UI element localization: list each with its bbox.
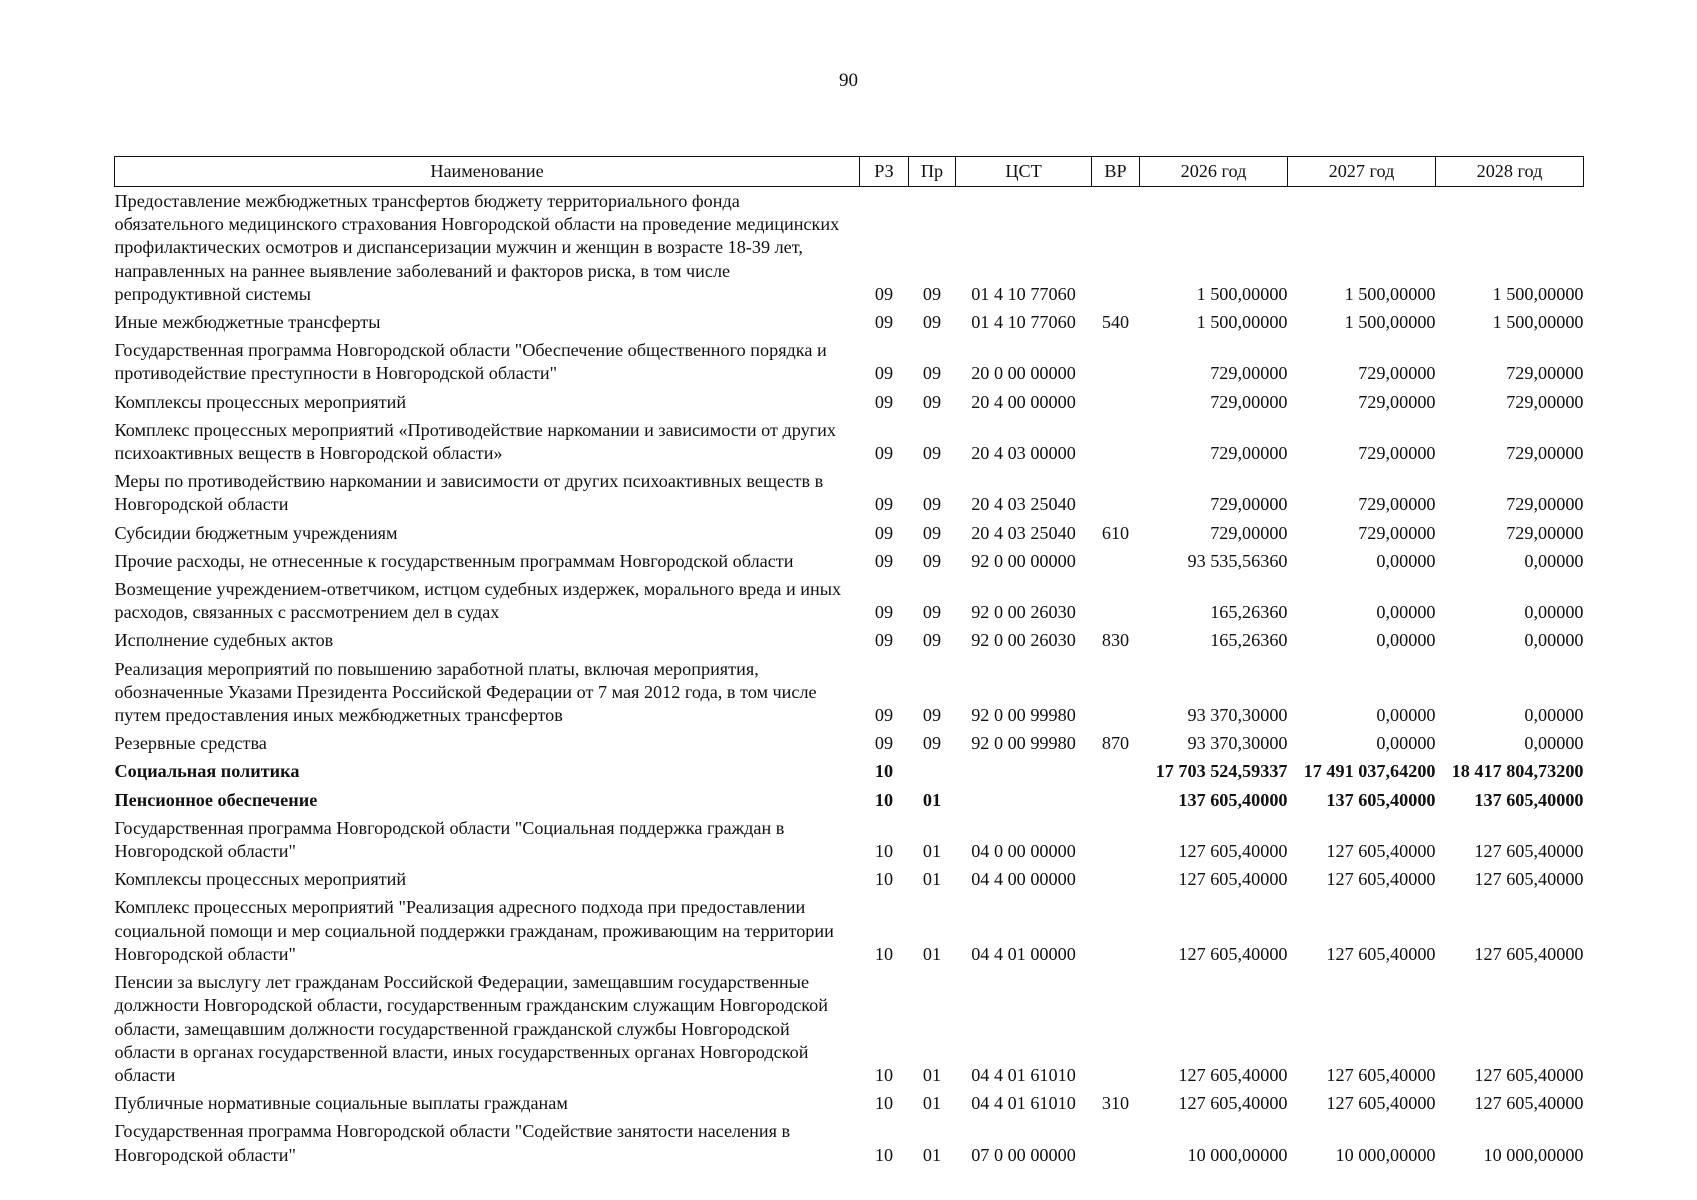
table-row xyxy=(115,896,1584,971)
row-2028: 729,00000 xyxy=(1506,391,1584,412)
row-2028: 127 605,40000 xyxy=(1474,869,1584,890)
row-2028: 0,00000 xyxy=(1524,630,1584,651)
header-pr: Пр xyxy=(909,157,956,187)
row-rz: 09 xyxy=(874,733,894,754)
row-cst xyxy=(956,760,1092,788)
row-2026: 93 535,56360 xyxy=(1187,550,1288,571)
row-rz: 09 xyxy=(874,705,894,726)
row-cst: 92 0 00 00000 xyxy=(971,550,1076,571)
row-2026: 93 370,30000 xyxy=(1187,705,1288,726)
row-name: Пенсии за выслугу лет гражданам Российской Федерации, замещавшим государственные должности Новгородской области, государственным гражданским служащим Новгородской области, замещавшим должности государственной гражданской службы Новгородской области в органах государственной власти, иных государственных органах Новгородской области xyxy=(114,972,829,1085)
table-row xyxy=(115,311,1584,339)
row-2028: 0,00000 xyxy=(1524,733,1584,754)
row-2026: 127 605,40000 xyxy=(1178,841,1288,862)
row-name: Субсидии бюджетным учреждениям xyxy=(114,522,398,543)
row-name: Комплексы процессных мероприятий xyxy=(114,391,407,412)
row-2027: 729,00000 xyxy=(1358,363,1436,384)
row-vr xyxy=(1092,658,1140,733)
row-rz: 09 xyxy=(874,630,894,651)
row-cst: 04 4 00 00000 xyxy=(971,869,1076,890)
row-2027: 127 605,40000 xyxy=(1326,1093,1436,1114)
row-vr xyxy=(1092,578,1140,629)
row-2026: 1 500,00000 xyxy=(1196,312,1288,333)
row-pr: 01 xyxy=(922,1144,942,1165)
row-2027: 127 605,40000 xyxy=(1326,1064,1436,1085)
row-cst: 92 0 00 99980 xyxy=(971,705,1076,726)
row-vr xyxy=(1092,760,1140,788)
row-cst: 04 4 01 61010 xyxy=(971,1064,1076,1085)
row-2026: 127 605,40000 xyxy=(1178,943,1288,964)
header-2026: 2026 год xyxy=(1140,157,1288,187)
row-2027: 729,00000 xyxy=(1358,443,1436,464)
row-rz: 09 xyxy=(874,522,894,543)
row-2028: 1 500,00000 xyxy=(1492,283,1584,304)
row-vr: 830 xyxy=(1101,630,1130,651)
table-row xyxy=(115,817,1584,868)
row-2027: 0,00000 xyxy=(1376,733,1436,754)
table-row xyxy=(115,578,1584,629)
header-vr: ВР xyxy=(1092,157,1140,187)
row-2028: 10 000,00000 xyxy=(1483,1144,1584,1165)
table-body xyxy=(115,187,1584,1172)
header-2028: 2028 год xyxy=(1436,157,1584,187)
row-name: Комплекс процессных мероприятий "Реализация адресного подхода при предоставлении социальной помощи и мер социальной поддержки гражданам, проживающим на территории Новгородской области" xyxy=(114,897,834,964)
row-pr xyxy=(909,760,956,788)
table-row xyxy=(115,522,1584,550)
row-pr: 09 xyxy=(922,363,942,384)
row-name: Прочие расходы, не отнесенные к государственным программам Новгородской области xyxy=(114,550,794,571)
row-pr: 09 xyxy=(922,602,942,623)
row-2026: 137 605,40000 xyxy=(1178,789,1288,810)
row-vr xyxy=(1092,896,1140,971)
row-rz: 09 xyxy=(874,283,894,304)
row-name: Пенсионное обеспечение xyxy=(114,789,318,810)
row-cst: 20 4 03 25040 xyxy=(971,522,1076,543)
row-2028: 0,00000 xyxy=(1524,550,1584,571)
row-vr xyxy=(1092,550,1140,578)
row-pr: 09 xyxy=(922,391,942,412)
header-name: Наименование xyxy=(115,157,860,187)
row-2026: 127 605,40000 xyxy=(1178,869,1288,890)
row-cst: 04 0 00 00000 xyxy=(971,841,1076,862)
row-rz: 10 xyxy=(874,841,894,862)
row-cst: 92 0 00 26030 xyxy=(971,602,1076,623)
row-vr xyxy=(1092,789,1140,817)
row-2028: 0,00000 xyxy=(1524,705,1584,726)
row-2026: 165,26360 xyxy=(1210,630,1288,651)
row-2028: 729,00000 xyxy=(1506,443,1584,464)
row-2027: 1 500,00000 xyxy=(1344,283,1436,304)
row-2026: 729,00000 xyxy=(1210,363,1288,384)
row-2027: 0,00000 xyxy=(1376,630,1436,651)
table-row xyxy=(115,732,1584,760)
row-2027: 0,00000 xyxy=(1376,550,1436,571)
row-2028: 127 605,40000 xyxy=(1474,1093,1584,1114)
row-2027: 127 605,40000 xyxy=(1326,869,1436,890)
row-2026: 10 000,00000 xyxy=(1187,1144,1288,1165)
header-rz: РЗ xyxy=(860,157,909,187)
row-2028: 127 605,40000 xyxy=(1474,1064,1584,1085)
row-name: Реализация мероприятий по повышению заработной платы, включая мероприятия, обозначенные Указами Президента Российской Федерации от 7 мая 2012 года, в том числе путем предоставления иных межбюджетных трансфертов xyxy=(114,658,817,726)
row-pr: 01 xyxy=(922,869,942,890)
table-row xyxy=(115,971,1584,1092)
row-pr: 09 xyxy=(922,494,942,515)
row-name: Предоставление межбюджетных трансфертов бюджету территориального фонда обязательного медицинского страхования Новгородской области на проведение медицинских профилактических осмотров и диспансеризации мужчин и женщин в возрасте 18-39 лет, направленных на раннее выявление заболеваний и факторов риска, в том числе репродуктивной системы xyxy=(114,191,840,304)
row-pr: 09 xyxy=(922,550,942,571)
row-2026: 93 370,30000 xyxy=(1187,733,1288,754)
row-vr xyxy=(1092,971,1140,1092)
row-pr: 01 xyxy=(922,1064,942,1085)
row-vr xyxy=(1092,868,1140,896)
row-2028: 729,00000 xyxy=(1506,522,1584,543)
row-2027: 127 605,40000 xyxy=(1326,943,1436,964)
row-pr: 09 xyxy=(922,443,942,464)
row-rz: 09 xyxy=(874,312,894,333)
row-rz: 10 xyxy=(874,1093,894,1114)
row-vr xyxy=(1092,391,1140,419)
row-2026: 1 500,00000 xyxy=(1196,283,1288,304)
row-name: Государственная программа Новгородской области "Социальная поддержка граждан в Новгородской области" xyxy=(114,817,785,862)
row-rz: 09 xyxy=(874,494,894,515)
row-cst: 92 0 00 26030 xyxy=(971,630,1076,651)
row-2028: 729,00000 xyxy=(1506,363,1584,384)
row-2028: 137 605,40000 xyxy=(1474,789,1584,810)
row-2026: 729,00000 xyxy=(1210,494,1288,515)
row-2027: 127 605,40000 xyxy=(1326,841,1436,862)
table-row xyxy=(115,391,1584,419)
row-cst: 20 4 03 00000 xyxy=(971,443,1076,464)
row-name: Резервные средства xyxy=(114,733,267,754)
table-row xyxy=(115,339,1584,390)
table-row xyxy=(115,868,1584,896)
row-2026: 729,00000 xyxy=(1210,391,1288,412)
row-2027: 0,00000 xyxy=(1376,602,1436,623)
row-rz: 09 xyxy=(874,602,894,623)
table-row xyxy=(115,629,1584,657)
table-row xyxy=(115,187,1584,312)
row-2027: 729,00000 xyxy=(1358,391,1436,412)
row-2028: 127 605,40000 xyxy=(1474,943,1584,964)
row-2027: 729,00000 xyxy=(1358,522,1436,543)
row-vr xyxy=(1092,187,1140,312)
row-2028: 729,00000 xyxy=(1506,494,1584,515)
row-2027: 1 500,00000 xyxy=(1344,312,1436,333)
row-rz: 09 xyxy=(874,391,894,412)
row-vr: 610 xyxy=(1101,522,1130,543)
row-name: Меры по противодействию наркомании и зависимости от других психоактивных веществ в Новгородской области xyxy=(114,471,824,515)
row-pr: 01 xyxy=(922,943,942,964)
row-2026: 729,00000 xyxy=(1210,443,1288,464)
row-name: Иные межбюджетные трансферты xyxy=(114,312,381,333)
row-name: Комплекс процессных мероприятий «Противодействие наркомании и зависимости от других психоактивных веществ в Новгородской области» xyxy=(114,419,836,464)
row-cst: 01 4 10 77060 xyxy=(971,312,1076,333)
row-2026: 17 703 524,59337 xyxy=(1155,761,1288,782)
row-2028: 1 500,00000 xyxy=(1492,312,1584,333)
row-2027: 729,00000 xyxy=(1358,494,1436,515)
table-row xyxy=(115,550,1584,578)
row-2026: 127 605,40000 xyxy=(1178,1064,1288,1085)
row-cst: 01 4 10 77060 xyxy=(971,283,1076,304)
row-rz: 10 xyxy=(874,789,894,810)
row-cst: 04 4 01 61010 xyxy=(971,1093,1076,1114)
table-row xyxy=(115,1092,1584,1120)
row-2028: 127 605,40000 xyxy=(1474,841,1584,862)
row-pr: 09 xyxy=(922,522,942,543)
row-cst: 07 0 00 00000 xyxy=(971,1144,1076,1165)
table-row xyxy=(115,658,1584,733)
row-2026: 127 605,40000 xyxy=(1178,1093,1288,1114)
row-cst: 04 4 01 00000 xyxy=(971,943,1076,964)
row-cst: 20 4 00 00000 xyxy=(971,391,1076,412)
page-number: 90 xyxy=(839,70,858,91)
row-name: Исполнение судебных актов xyxy=(114,630,334,651)
budget-table xyxy=(114,156,1584,1172)
row-rz: 09 xyxy=(874,550,894,571)
row-name: Государственная программа Новгородской области "Содействие занятости населения в Новгородской области" xyxy=(114,1121,791,1165)
row-rz: 10 xyxy=(874,869,894,890)
row-pr: 09 xyxy=(922,283,942,304)
row-2027: 0,00000 xyxy=(1376,705,1436,726)
row-2028: 18 417 804,73200 xyxy=(1451,761,1584,782)
table-row xyxy=(115,419,1584,470)
row-pr: 01 xyxy=(922,1093,942,1114)
row-pr: 01 xyxy=(922,789,942,810)
row-name: Публичные нормативные социальные выплаты гражданам xyxy=(114,1093,568,1114)
table-row xyxy=(115,760,1584,788)
row-vr xyxy=(1092,419,1140,470)
row-cst xyxy=(956,789,1092,817)
row-rz: 10 xyxy=(874,943,894,964)
row-cst: 20 4 03 25040 xyxy=(971,494,1076,515)
table-row xyxy=(115,789,1584,817)
header-cst: ЦСТ xyxy=(956,157,1092,187)
row-2027: 17 491 037,64200 xyxy=(1303,761,1436,782)
row-vr xyxy=(1092,817,1140,868)
row-vr xyxy=(1092,1120,1140,1171)
header-2027: 2027 год xyxy=(1288,157,1436,187)
row-rz: 09 xyxy=(874,443,894,464)
row-name: Комплексы процессных мероприятий xyxy=(114,869,407,890)
row-rz: 10 xyxy=(874,1064,894,1085)
row-vr: 870 xyxy=(1101,733,1130,754)
row-name: Государственная программа Новгородской области "Обеспечение общественного порядка и противодействие преступности в Новгородской области" xyxy=(114,340,827,384)
row-rz: 09 xyxy=(874,363,894,384)
table-header-row xyxy=(115,157,1584,187)
row-rz: 10 xyxy=(874,761,894,782)
row-2026: 165,26360 xyxy=(1210,602,1288,623)
row-pr: 09 xyxy=(922,733,942,754)
row-pr: 09 xyxy=(922,705,942,726)
row-pr: 09 xyxy=(922,312,942,333)
row-vr: 540 xyxy=(1101,312,1130,333)
row-name: Возмещение учреждением-ответчиком, истцом судебных издержек, морального вреда и иных расходов, связанных с рассмотрением дел в судах xyxy=(114,579,842,623)
row-name: Социальная политика xyxy=(114,761,300,782)
table-row xyxy=(115,470,1584,521)
row-2028: 0,00000 xyxy=(1524,602,1584,623)
row-pr: 09 xyxy=(922,630,942,651)
row-vr xyxy=(1092,339,1140,390)
row-2027: 10 000,00000 xyxy=(1335,1144,1436,1165)
row-cst: 20 0 00 00000 xyxy=(971,363,1076,384)
row-vr xyxy=(1092,470,1140,521)
table-row xyxy=(115,1120,1584,1171)
row-rz: 10 xyxy=(874,1144,894,1165)
row-cst: 92 0 00 99980 xyxy=(971,733,1076,754)
row-2027: 137 605,40000 xyxy=(1326,789,1436,810)
row-2026: 729,00000 xyxy=(1210,522,1288,543)
row-vr: 310 xyxy=(1101,1093,1130,1114)
row-pr: 01 xyxy=(922,841,942,862)
